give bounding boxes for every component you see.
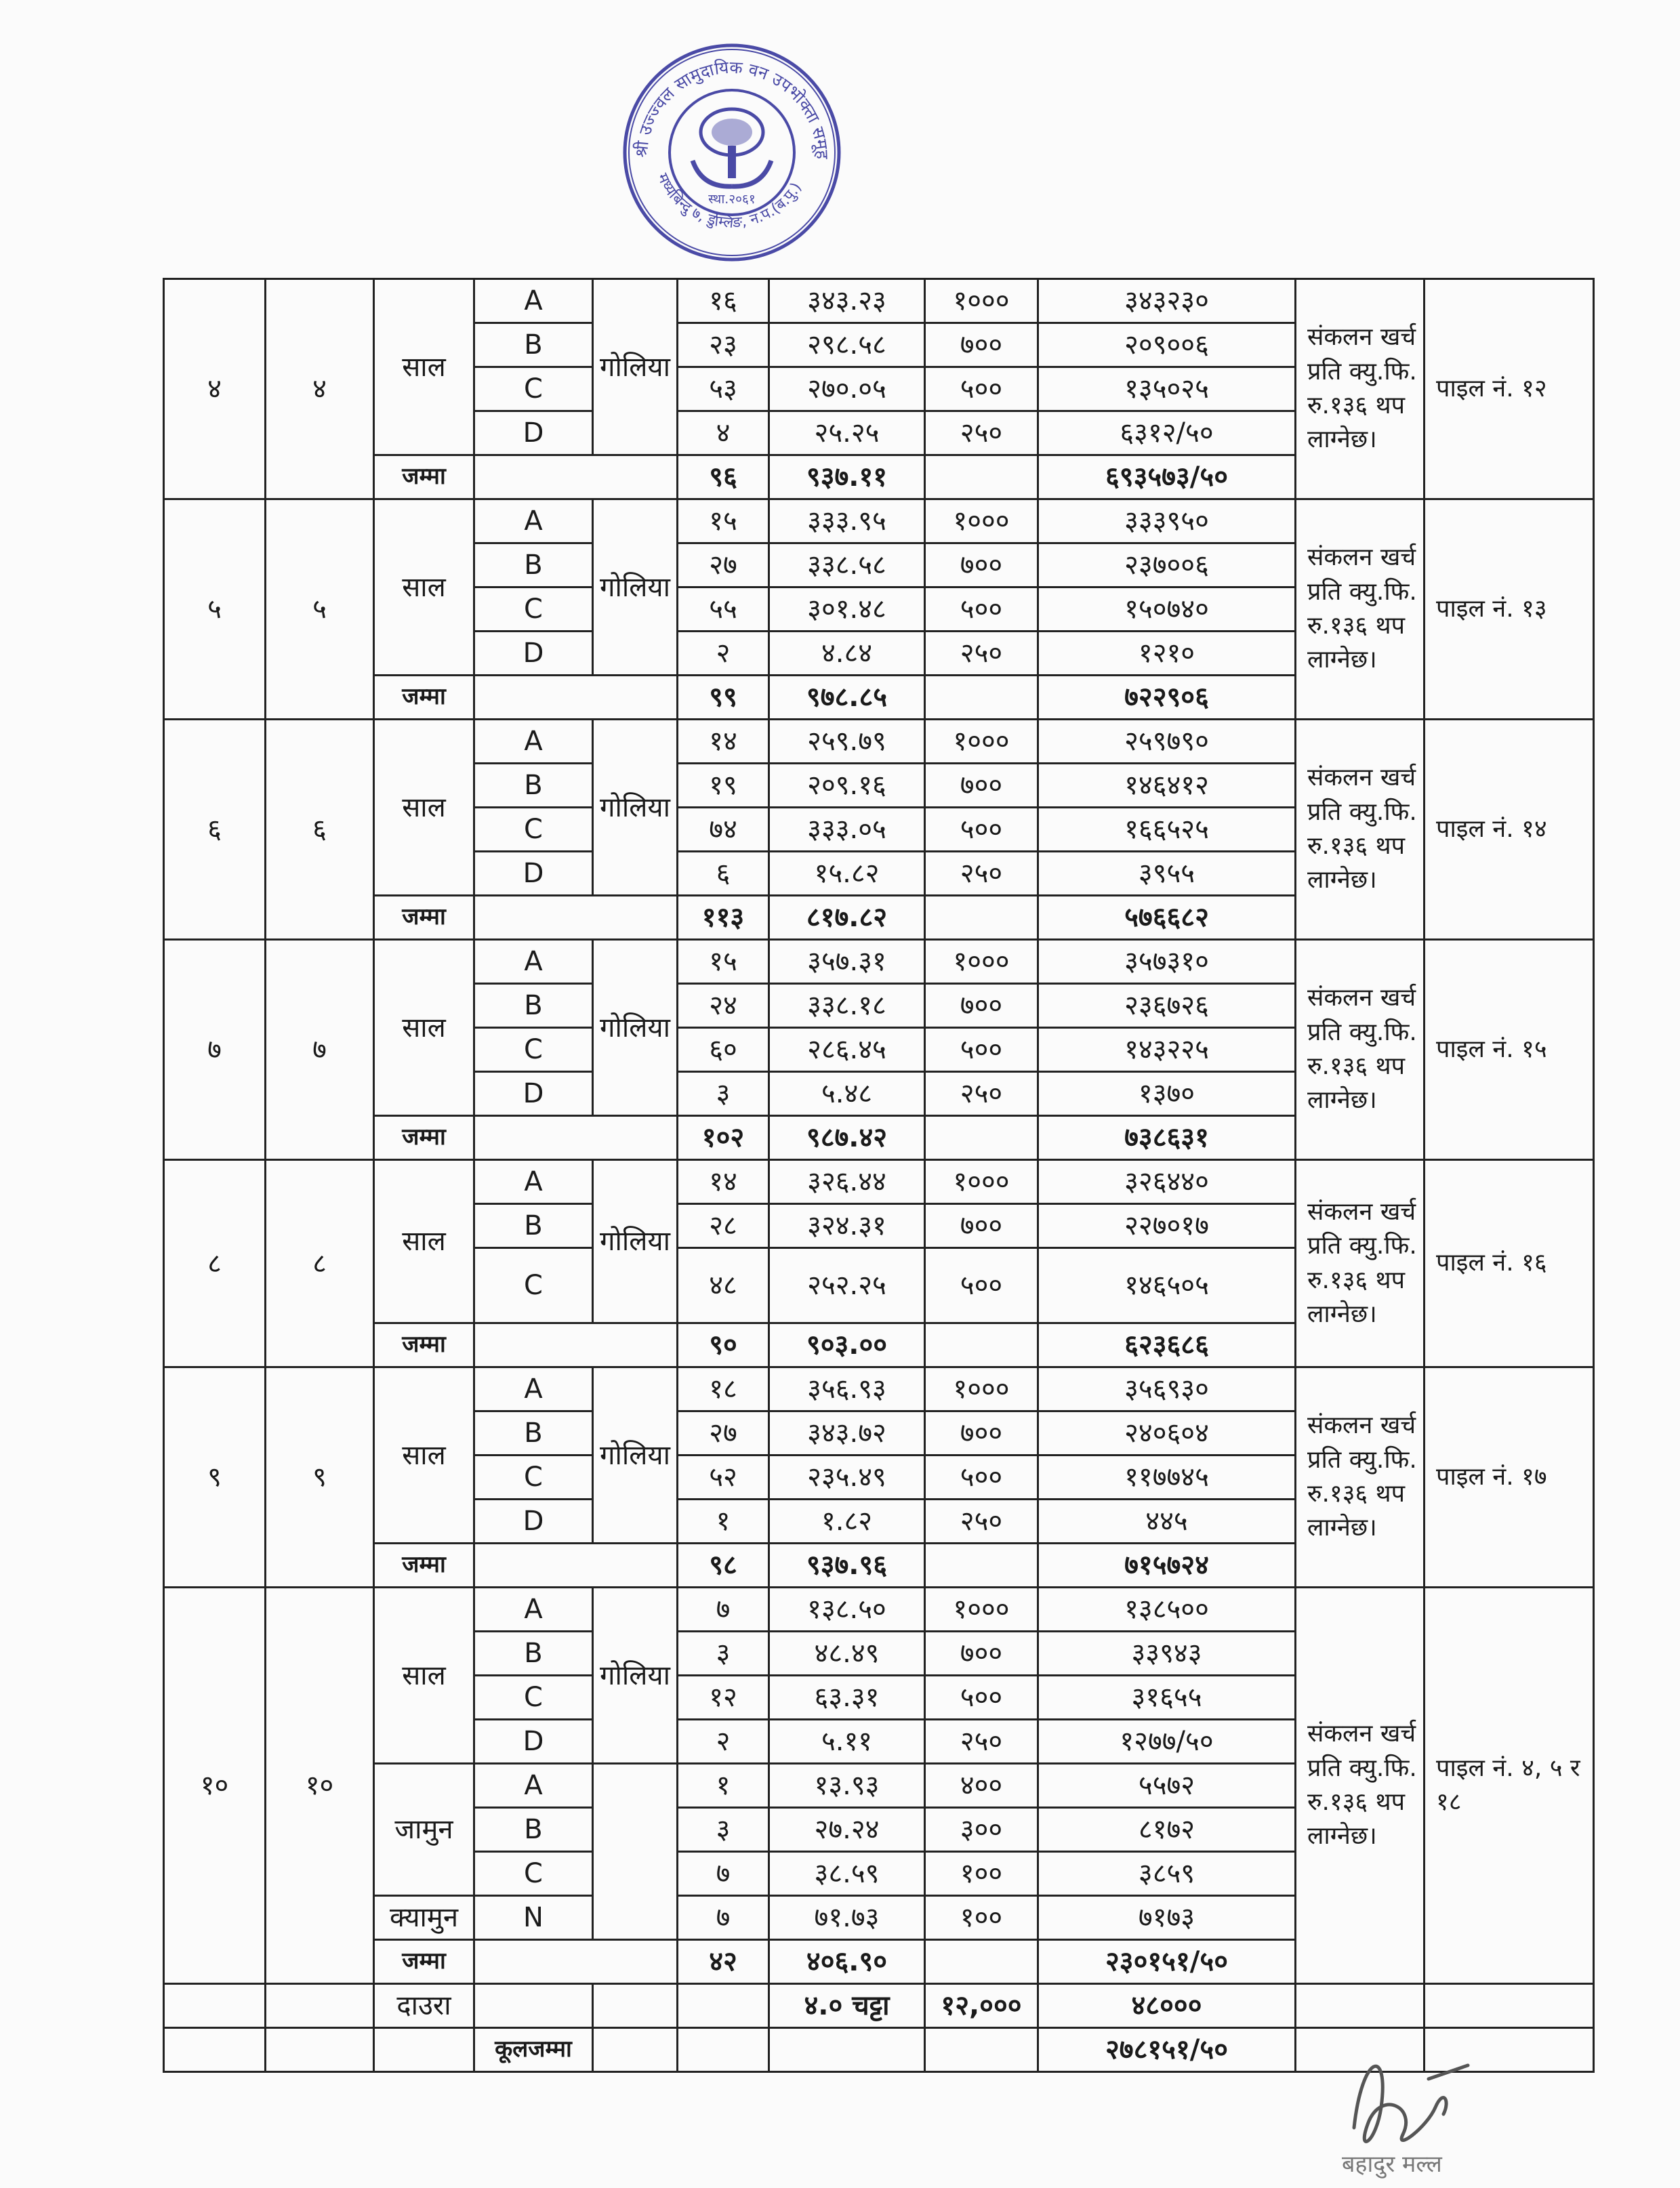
firewood-amount: ४८००० bbox=[1038, 1984, 1296, 2028]
ledger-row bbox=[164, 1367, 1594, 1411]
rate-cell: ७०० bbox=[925, 323, 1038, 367]
subtotal-quantity: ९६ bbox=[678, 455, 769, 499]
rate-cell: १००० bbox=[925, 1588, 1038, 1632]
subtotal-rate-cell bbox=[925, 1323, 1038, 1367]
species-name-cell: साल bbox=[374, 499, 474, 676]
rate-cell: १००० bbox=[925, 1367, 1038, 1411]
subtotal-blank-cell bbox=[474, 896, 678, 940]
amount-cell: ३५७३१० bbox=[1038, 940, 1296, 984]
log-type-cell: गोलिया bbox=[593, 1588, 678, 1764]
collection-cost-note: संकलन खर्च प्रति क्यु.फि. रु.१३६ थप लाग्नेछ। bbox=[1296, 1367, 1425, 1588]
quantity-cell: २७ bbox=[678, 543, 769, 587]
grade-cell: D bbox=[474, 411, 593, 455]
amount-cell: १४६५०५ bbox=[1038, 1248, 1296, 1323]
blank-cell bbox=[266, 1984, 374, 2028]
quantity-cell: २८ bbox=[678, 1204, 769, 1248]
volume-cell: २३५.४९ bbox=[769, 1456, 925, 1500]
species-name-cell: साल bbox=[374, 1160, 474, 1323]
rate-cell: ५०० bbox=[925, 1028, 1038, 1072]
volume-cell: ३३८.१८ bbox=[769, 984, 925, 1028]
lot-number-cell: ६ bbox=[266, 720, 374, 940]
grade-cell: D bbox=[474, 1500, 593, 1544]
grade-cell: C bbox=[474, 1028, 593, 1072]
lot-number-cell: ५ bbox=[266, 499, 374, 720]
grade-cell: B bbox=[474, 764, 593, 808]
volume-cell: १३.९३ bbox=[769, 1764, 925, 1808]
rate-cell: ३०० bbox=[925, 1808, 1038, 1852]
subtotal-label: जम्मा bbox=[374, 1544, 474, 1588]
subtotal-rate-cell bbox=[925, 896, 1038, 940]
timber-sale-table bbox=[163, 278, 1595, 2073]
volume-cell: ३५६.९३ bbox=[769, 1367, 925, 1411]
amount-cell: १२१० bbox=[1038, 632, 1296, 676]
rate-cell: ५०० bbox=[925, 587, 1038, 632]
grade-cell: C bbox=[474, 367, 593, 411]
rate-cell: ७०० bbox=[925, 543, 1038, 587]
grade-cell: D bbox=[474, 1072, 593, 1116]
grade-cell: A bbox=[474, 1160, 593, 1204]
amount-cell: ३५६९३० bbox=[1038, 1367, 1296, 1411]
firewood-label: दाउरा bbox=[374, 1984, 474, 2028]
signature-caption: बहादुर मल्ल bbox=[1342, 2151, 1442, 2178]
blank-cell bbox=[266, 2028, 374, 2072]
volume-cell: ३३३.९५ bbox=[769, 499, 925, 543]
quantity-cell: १४ bbox=[678, 720, 769, 764]
rate-cell: १००० bbox=[925, 940, 1038, 984]
blank-cell bbox=[164, 1984, 266, 2028]
rate-cell: ५०० bbox=[925, 808, 1038, 852]
collection-cost-note: संकलन खर्च प्रति क्यु.फि. रु.१३६ थप लाग्नेछ। bbox=[1296, 279, 1425, 499]
quantity-cell: ७४ bbox=[678, 808, 769, 852]
grade-cell: B bbox=[474, 1411, 593, 1456]
serial-number-cell: ५ bbox=[164, 499, 266, 720]
grade-cell: A bbox=[474, 720, 593, 764]
subtotal-amount: ७२२९०६ bbox=[1038, 676, 1296, 720]
rate-cell: २५० bbox=[925, 632, 1038, 676]
species-name-cell: साल bbox=[374, 720, 474, 896]
grade-cell: A bbox=[474, 1588, 593, 1632]
quantity-cell: ७ bbox=[678, 1588, 769, 1632]
serial-number-cell: ९ bbox=[164, 1367, 266, 1588]
grade-cell: A bbox=[474, 940, 593, 984]
subtotal-quantity: ११३ bbox=[678, 896, 769, 940]
ledger-row bbox=[164, 940, 1594, 984]
volume-cell: ५.११ bbox=[769, 1720, 925, 1764]
organization-seal bbox=[617, 37, 847, 268]
firewood-volume: ४.० चट्टा bbox=[769, 1984, 925, 2028]
subtotal-amount: ६२३६८६ bbox=[1038, 1323, 1296, 1367]
quantity-cell: २७ bbox=[678, 1411, 769, 1456]
grade-cell: B bbox=[474, 1204, 593, 1248]
amount-cell: १६६५२५ bbox=[1038, 808, 1296, 852]
subtotal-volume: ९०३.०० bbox=[769, 1323, 925, 1367]
grade-cell: A bbox=[474, 1764, 593, 1808]
quantity-cell: ५२ bbox=[678, 1456, 769, 1500]
serial-number-cell: ८ bbox=[164, 1160, 266, 1367]
serial-number-cell: ४ bbox=[164, 279, 266, 499]
amount-cell: ३३३९५० bbox=[1038, 499, 1296, 543]
grade-cell: N bbox=[474, 1896, 593, 1940]
ledger-row bbox=[164, 499, 1594, 543]
subtotal-label: जम्मा bbox=[374, 455, 474, 499]
grand-total-label: कूलजम्मा bbox=[474, 2028, 593, 2072]
subtotal-blank-cell bbox=[474, 1116, 678, 1160]
grade-cell: D bbox=[474, 632, 593, 676]
ledger-row bbox=[164, 1160, 1594, 1204]
rate-cell: ७०० bbox=[925, 1632, 1038, 1676]
subtotal-amount: ७१५७२४ bbox=[1038, 1544, 1296, 1588]
amount-cell: ११७७४५ bbox=[1038, 1456, 1296, 1500]
volume-cell: ३२४.३१ bbox=[769, 1204, 925, 1248]
grade-cell: C bbox=[474, 587, 593, 632]
subtotal-label: जम्मा bbox=[374, 1323, 474, 1367]
amount-cell: ३४३२३० bbox=[1038, 279, 1296, 323]
subtotal-volume: ९३७.९६ bbox=[769, 1544, 925, 1588]
amount-cell: १५०७४० bbox=[1038, 587, 1296, 632]
species-name-cell: साल bbox=[374, 940, 474, 1116]
rate-cell: १००० bbox=[925, 499, 1038, 543]
rate-cell: ५०० bbox=[925, 367, 1038, 411]
rate-cell: ५०० bbox=[925, 1248, 1038, 1323]
lot-number-cell: ९ bbox=[266, 1367, 374, 1588]
lot-number-cell: ४ bbox=[266, 279, 374, 499]
volume-cell: ३०१.४८ bbox=[769, 587, 925, 632]
blank-cell bbox=[1296, 1984, 1425, 2028]
amount-cell: ६३१२/५० bbox=[1038, 411, 1296, 455]
grade-cell: D bbox=[474, 1720, 593, 1764]
collection-cost-note: संकलन खर्च प्रति क्यु.फि. रु.१३६ थप लाग्नेछ। bbox=[1296, 720, 1425, 940]
log-type-cell: गोलिया bbox=[593, 940, 678, 1116]
grade-cell: C bbox=[474, 808, 593, 852]
log-type-cell: गोलिया bbox=[593, 279, 678, 455]
quantity-cell: ३ bbox=[678, 1072, 769, 1116]
subtotal-quantity: ९८ bbox=[678, 1544, 769, 1588]
amount-cell: ३२६४४० bbox=[1038, 1160, 1296, 1204]
ledger-row bbox=[164, 720, 1594, 764]
volume-cell: २०९.१६ bbox=[769, 764, 925, 808]
blank-cell bbox=[593, 2028, 678, 2072]
subtotal-rate-cell bbox=[925, 676, 1038, 720]
grade-cell: B bbox=[474, 1808, 593, 1852]
grade-cell: C bbox=[474, 1852, 593, 1896]
subtotal-blank-cell bbox=[474, 676, 678, 720]
subtotal-label: जम्मा bbox=[374, 896, 474, 940]
quantity-cell: १ bbox=[678, 1764, 769, 1808]
log-type-cell bbox=[593, 1764, 678, 1940]
amount-cell: २२७०१७ bbox=[1038, 1204, 1296, 1248]
volume-cell: २५९.७९ bbox=[769, 720, 925, 764]
collection-cost-note: संकलन खर्च प्रति क्यु.फि. रु.१३६ थप लाग्नेछ। bbox=[1296, 940, 1425, 1160]
amount-cell: १४३२२५ bbox=[1038, 1028, 1296, 1072]
tree-hands-icon bbox=[693, 109, 771, 186]
blank-cell bbox=[678, 2028, 769, 2072]
rate-cell: १००० bbox=[925, 1160, 1038, 1204]
volume-cell: ४८.४९ bbox=[769, 1632, 925, 1676]
amount-cell: १३७० bbox=[1038, 1072, 1296, 1116]
quantity-cell: २३ bbox=[678, 323, 769, 367]
quantity-cell: १९ bbox=[678, 764, 769, 808]
lot-number-cell: ७ bbox=[266, 940, 374, 1160]
seal-ring-text: श्री उज्ज्वल सामुदायिक वन उपभोक्ता समूह bbox=[631, 57, 833, 160]
amount-cell: २५९७९० bbox=[1038, 720, 1296, 764]
amount-cell: ३८५९ bbox=[1038, 1852, 1296, 1896]
blank-cell bbox=[925, 2028, 1038, 2072]
blank-cell bbox=[678, 1984, 769, 2028]
quantity-cell: १४ bbox=[678, 1160, 769, 1204]
quantity-cell: १८ bbox=[678, 1367, 769, 1411]
grand-total-amount: २७८१५१/५० bbox=[1038, 2028, 1296, 2072]
quantity-cell: ७ bbox=[678, 1896, 769, 1940]
subtotal-volume: ८१७.८२ bbox=[769, 896, 925, 940]
ledger-row bbox=[164, 279, 1594, 323]
subtotal-rate-cell bbox=[925, 1544, 1038, 1588]
species-name-cell: साल bbox=[374, 279, 474, 455]
seal-inner-text: स्था.२०६१ bbox=[708, 192, 756, 207]
subtotal-volume: ९७८.८५ bbox=[769, 676, 925, 720]
serial-number-cell: १० bbox=[164, 1588, 266, 1984]
pile-number-cell: पाइल नं. १२ bbox=[1425, 279, 1594, 499]
volume-cell: ३४३.७२ bbox=[769, 1411, 925, 1456]
volume-cell: ३३८.५८ bbox=[769, 543, 925, 587]
signature bbox=[1315, 2026, 1599, 2179]
grade-cell: A bbox=[474, 1367, 593, 1411]
subtotal-label: जम्मा bbox=[374, 1116, 474, 1160]
rate-cell: ७०० bbox=[925, 764, 1038, 808]
seal-location-text: मध्यबिन्दु ७, डुम्लिङ, न.प.(ब.पु.) bbox=[653, 171, 805, 232]
rate-cell: २५० bbox=[925, 1500, 1038, 1544]
serial-number-cell: ६ bbox=[164, 720, 266, 940]
blank-cell bbox=[164, 2028, 266, 2072]
grade-cell: D bbox=[474, 852, 593, 896]
volume-cell: २५.२५ bbox=[769, 411, 925, 455]
rate-cell: १००० bbox=[925, 279, 1038, 323]
grade-cell: C bbox=[474, 1676, 593, 1720]
rate-cell: १००० bbox=[925, 720, 1038, 764]
amount-cell: ८१७२ bbox=[1038, 1808, 1296, 1852]
subtotal-amount: ७३८६३१ bbox=[1038, 1116, 1296, 1160]
log-type-cell: गोलिया bbox=[593, 1160, 678, 1323]
amount-cell: २३६७२६ bbox=[1038, 984, 1296, 1028]
pile-number-cell: पाइल नं. १४ bbox=[1425, 720, 1594, 940]
volume-cell: २८६.४५ bbox=[769, 1028, 925, 1072]
volume-cell: ६३.३१ bbox=[769, 1676, 925, 1720]
subtotal-rate-cell bbox=[925, 455, 1038, 499]
amount-cell: ३१६५५ bbox=[1038, 1676, 1296, 1720]
subtotal-rate-cell bbox=[925, 1116, 1038, 1160]
subtotal-amount: ६९३५७३/५० bbox=[1038, 455, 1296, 499]
grade-cell: B bbox=[474, 1632, 593, 1676]
subtotal-volume: ९८७.४२ bbox=[769, 1116, 925, 1160]
subtotal-quantity: ९९ bbox=[678, 676, 769, 720]
subtotal-volume: ९३७.११ bbox=[769, 455, 925, 499]
quantity-cell: १५ bbox=[678, 499, 769, 543]
blank-cell bbox=[769, 2028, 925, 2072]
subtotal-quantity: १०२ bbox=[678, 1116, 769, 1160]
quantity-cell: ५५ bbox=[678, 587, 769, 632]
ledger-row bbox=[164, 1588, 1594, 1632]
amount-cell: २३७००६ bbox=[1038, 543, 1296, 587]
amount-cell: ३९५५ bbox=[1038, 852, 1296, 896]
subtotal-label: जम्मा bbox=[374, 676, 474, 720]
rate-cell: ७०० bbox=[925, 1411, 1038, 1456]
subtotal-amount: ५७६६८२ bbox=[1038, 896, 1296, 940]
pile-number-cell: पाइल नं. १३ bbox=[1425, 499, 1594, 720]
subtotal-blank-cell bbox=[474, 455, 678, 499]
subtotal-quantity: ४२ bbox=[678, 1940, 769, 1984]
amount-cell: ४४५ bbox=[1038, 1500, 1296, 1544]
amount-cell: १३५०२५ bbox=[1038, 367, 1296, 411]
quantity-cell: ३ bbox=[678, 1632, 769, 1676]
subtotal-blank-cell bbox=[474, 1940, 678, 1984]
firewood-row bbox=[164, 1984, 1594, 2028]
volume-cell: ३५७.३१ bbox=[769, 940, 925, 984]
blank-cell bbox=[374, 2028, 474, 2072]
quantity-cell: ३ bbox=[678, 1808, 769, 1852]
grade-cell: C bbox=[474, 1248, 593, 1323]
subtotal-label: जम्मा bbox=[374, 1940, 474, 1984]
amount-cell: १३८५०० bbox=[1038, 1588, 1296, 1632]
volume-cell: २९८.५८ bbox=[769, 323, 925, 367]
grade-cell: C bbox=[474, 1456, 593, 1500]
amount-cell: १४६४१२ bbox=[1038, 764, 1296, 808]
rate-cell: ४०० bbox=[925, 1764, 1038, 1808]
amount-cell: ७१७३ bbox=[1038, 1896, 1296, 1940]
volume-cell: २७.२४ bbox=[769, 1808, 925, 1852]
species-name-cell: जामुन bbox=[374, 1764, 474, 1896]
volume-cell: १५.८२ bbox=[769, 852, 925, 896]
rate-cell: ५०० bbox=[925, 1676, 1038, 1720]
subtotal-blank-cell bbox=[474, 1323, 678, 1367]
subtotal-quantity: ९० bbox=[678, 1323, 769, 1367]
grade-cell: A bbox=[474, 499, 593, 543]
species-name-cell: क्यामुन bbox=[374, 1896, 474, 1940]
grade-cell: B bbox=[474, 543, 593, 587]
volume-cell: ३८.५९ bbox=[769, 1852, 925, 1896]
grade-cell: B bbox=[474, 984, 593, 1028]
volume-cell: १.८२ bbox=[769, 1500, 925, 1544]
blank-cell bbox=[474, 1984, 593, 2028]
log-type-cell: गोलिया bbox=[593, 720, 678, 896]
collection-cost-note: संकलन खर्च प्रति क्यु.फि. रु.१३६ थप लाग्नेछ। bbox=[1296, 1588, 1425, 1984]
quantity-cell: १५ bbox=[678, 940, 769, 984]
quantity-cell: १२ bbox=[678, 1676, 769, 1720]
rate-cell: १०० bbox=[925, 1852, 1038, 1896]
serial-number-cell: ७ bbox=[164, 940, 266, 1160]
volume-cell: ५.४८ bbox=[769, 1072, 925, 1116]
rate-cell: ५०० bbox=[925, 1456, 1038, 1500]
species-name-cell: साल bbox=[374, 1367, 474, 1544]
blank-cell bbox=[593, 1984, 678, 2028]
volume-cell: ७१.७३ bbox=[769, 1896, 925, 1940]
quantity-cell: ४ bbox=[678, 411, 769, 455]
rate-cell: २५० bbox=[925, 852, 1038, 896]
amount-cell: १२७७/५० bbox=[1038, 1720, 1296, 1764]
amount-cell: ३३९४३ bbox=[1038, 1632, 1296, 1676]
firewood-rate: १२,००० bbox=[925, 1984, 1038, 2028]
pile-number-cell: पाइल नं. १६ bbox=[1425, 1160, 1594, 1367]
quantity-cell: २ bbox=[678, 1720, 769, 1764]
volume-cell: ३३३.०५ bbox=[769, 808, 925, 852]
amount-cell: २४०६०४ bbox=[1038, 1411, 1296, 1456]
amount-cell: ५५७२ bbox=[1038, 1764, 1296, 1808]
subtotal-blank-cell bbox=[474, 1544, 678, 1588]
collection-cost-note: संकलन खर्च प्रति क्यु.फि. रु.१३६ थप लाग्नेछ। bbox=[1296, 1160, 1425, 1367]
rate-cell: ७०० bbox=[925, 984, 1038, 1028]
quantity-cell: ६० bbox=[678, 1028, 769, 1072]
volume-cell: २५२.२५ bbox=[769, 1248, 925, 1323]
subtotal-amount: २३०१५१/५० bbox=[1038, 1940, 1296, 1984]
subtotal-volume: ४०६.९० bbox=[769, 1940, 925, 1984]
pile-number-cell: पाइल नं. १५ bbox=[1425, 940, 1594, 1160]
volume-cell: ४.८४ bbox=[769, 632, 925, 676]
rate-cell: २५० bbox=[925, 1072, 1038, 1116]
subtotal-rate-cell bbox=[925, 1940, 1038, 1984]
quantity-cell: १ bbox=[678, 1500, 769, 1544]
quantity-cell: १६ bbox=[678, 279, 769, 323]
quantity-cell: ४८ bbox=[678, 1248, 769, 1323]
quantity-cell: २ bbox=[678, 632, 769, 676]
log-type-cell: गोलिया bbox=[593, 499, 678, 676]
rate-cell: ७०० bbox=[925, 1204, 1038, 1248]
quantity-cell: ६ bbox=[678, 852, 769, 896]
amount-cell: २०९००६ bbox=[1038, 323, 1296, 367]
volume-cell: ३४३.२३ bbox=[769, 279, 925, 323]
quantity-cell: २४ bbox=[678, 984, 769, 1028]
rate-cell: १०० bbox=[925, 1896, 1038, 1940]
blank-cell bbox=[1425, 1984, 1594, 2028]
pile-number-cell: पाइल नं. ४, ५ र १८ bbox=[1425, 1588, 1594, 1984]
volume-cell: ३२६.४४ bbox=[769, 1160, 925, 1204]
rate-cell: २५० bbox=[925, 1720, 1038, 1764]
grade-cell: B bbox=[474, 323, 593, 367]
volume-cell: १३८.५० bbox=[769, 1588, 925, 1632]
lot-number-cell: १० bbox=[266, 1588, 374, 1984]
rate-cell: २५० bbox=[925, 411, 1038, 455]
species-name-cell: साल bbox=[374, 1588, 474, 1764]
quantity-cell: ५३ bbox=[678, 367, 769, 411]
quantity-cell: ७ bbox=[678, 1852, 769, 1896]
volume-cell: २७०.०५ bbox=[769, 367, 925, 411]
pile-number-cell: पाइल नं. १७ bbox=[1425, 1367, 1594, 1588]
lot-number-cell: ८ bbox=[266, 1160, 374, 1367]
log-type-cell: गोलिया bbox=[593, 1367, 678, 1544]
collection-cost-note: संकलन खर्च प्रति क्यु.फि. रु.१३६ थप लाग्नेछ। bbox=[1296, 499, 1425, 720]
grade-cell: A bbox=[474, 279, 593, 323]
